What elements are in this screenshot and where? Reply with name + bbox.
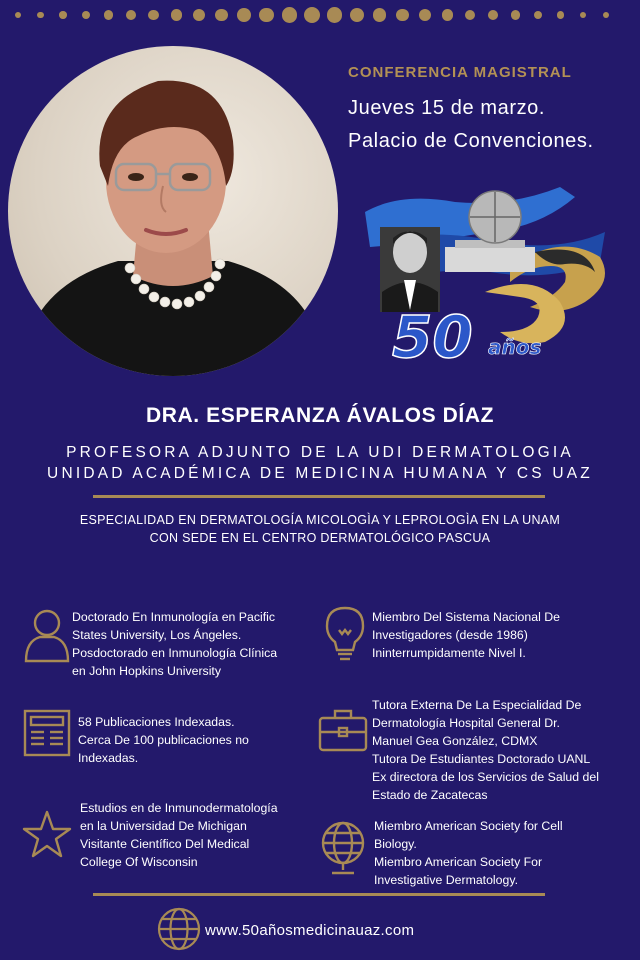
item-text-line: Doctorado En Inmunología en Pacific (72, 610, 276, 624)
gold-divider-bottom (93, 893, 545, 896)
decorative-dot (580, 12, 587, 19)
item-text-line: Indexadas. (78, 751, 139, 765)
item-text-line: 58 Publicaciones Indexadas. (78, 715, 235, 729)
person-icon (22, 604, 72, 664)
item-text-line: Investigative Dermatology. (374, 873, 518, 887)
decorative-dot (15, 12, 21, 18)
decorative-dot (419, 9, 431, 21)
item-text-line: en John Hopkins University (72, 664, 221, 678)
logo-anos-text: años (488, 335, 542, 359)
decorative-dot (304, 7, 320, 23)
item-text-line: Miembro Del Sistema Nacional De (372, 610, 560, 624)
item-text-line: en la Universidad De Michigan (80, 819, 247, 833)
decorative-dot (126, 10, 136, 20)
item-tutor (372, 696, 599, 804)
portrait-illustration (8, 46, 338, 376)
item-text-line: Cerca De 100 publicaciones no (78, 733, 249, 747)
item-doctorate (72, 608, 277, 680)
speaker-name: DRA. ESPERANZA ÁVALOS DÍAZ (145, 404, 495, 427)
decorative-dot (442, 9, 453, 20)
newspaper-icon (22, 703, 72, 763)
item-text-line: Visitante Científico Del Medical (80, 837, 250, 851)
decorative-dot (327, 7, 342, 22)
decorative-dot (193, 9, 205, 21)
item-text-line: Biology. (374, 837, 417, 851)
item-text-line: Miembro American Society For (374, 855, 543, 869)
lightbulb-icon (320, 604, 370, 664)
item-text-line: Investigadores (desde 1986) (372, 628, 528, 642)
item-studies (80, 799, 278, 871)
item-text-line: Manuel Gea González, CDMX (372, 734, 538, 748)
item-text-line: Tutora Externa De La Especialidad De (372, 698, 582, 712)
decorative-dot (82, 11, 90, 19)
decorative-dot (104, 10, 113, 19)
anniversary-logo (360, 172, 610, 372)
event-date: Jueves 15 de marzo. (348, 97, 546, 119)
decorative-dot (373, 8, 387, 22)
briefcase-icon (318, 702, 368, 762)
decorative-dot (350, 8, 364, 22)
decorative-dot (465, 10, 476, 21)
website-link[interactable]: www.50añosmedicinauaz.com (205, 922, 415, 939)
decorative-dot (237, 8, 251, 22)
decorative-dot (148, 10, 159, 21)
logo-50-text: 50 (392, 303, 473, 371)
decorative-dot (511, 10, 520, 19)
footer-globe-icon (156, 906, 202, 952)
gold-divider-top (93, 495, 545, 498)
star-icon (22, 806, 72, 866)
decorative-dot (557, 11, 565, 19)
item-text-line: Dermatología Hospital General Dr. (372, 716, 560, 730)
decorative-dot (37, 12, 44, 19)
decorative-dot (215, 9, 228, 22)
specialty-line1: ESPECIALIDAD EN DERMATOLOGÍA MICOLOGÌA Y LEPROLOGÌA EN LA UNAM (79, 513, 561, 527)
decorative-dot (488, 10, 498, 20)
decorative-dot (171, 9, 182, 20)
item-text-line: Posdoctorado en Inmunología Clínica (72, 646, 278, 660)
item-text-line: Miembro American Society for Cell (374, 819, 563, 833)
decorative-dot (603, 12, 609, 18)
event-title: CONFERENCIA MAGISTRAL (348, 64, 572, 81)
item-text-line: States University, Los Ángeles. (72, 628, 242, 642)
globe-icon (318, 818, 368, 878)
item-text-line: Estado de Zacatecas (372, 788, 488, 802)
item-text-line: Tutora De Estudiantes Doctorado UANL (372, 752, 591, 766)
decorative-dot (396, 9, 409, 22)
speaker-role-line1: PROFESORA ADJUNTO DE LA UDI DERMATOLOGIA (66, 444, 574, 461)
decorative-dots (0, 8, 640, 22)
decorative-dot (534, 11, 542, 19)
item-societies (374, 817, 563, 889)
item-text-line: College Of Wisconsin (80, 855, 198, 869)
event-venue: Palacio de Convenciones. (348, 130, 594, 152)
speaker-photo (8, 46, 338, 376)
decorative-dot (259, 8, 273, 22)
item-text-line: Estudios en de Inmunodermatología (80, 801, 278, 815)
specialty-line2: CON SEDE EN EL CENTRO DERMATOLÓGICO PASCUA (149, 531, 491, 545)
decorative-dot (59, 11, 67, 19)
item-sni-member (372, 608, 560, 662)
decorative-dot (282, 7, 297, 22)
item-text-line: Ex directora de los Servicios de Salud del (372, 770, 599, 784)
item-publications (78, 713, 249, 767)
item-text-line: Ininterrumpidamente Nivel I. (372, 646, 526, 660)
speaker-role-line2: UNIDAD ACADÉMICA DE MEDICINA HUMANA Y CS UAZ (47, 465, 593, 482)
